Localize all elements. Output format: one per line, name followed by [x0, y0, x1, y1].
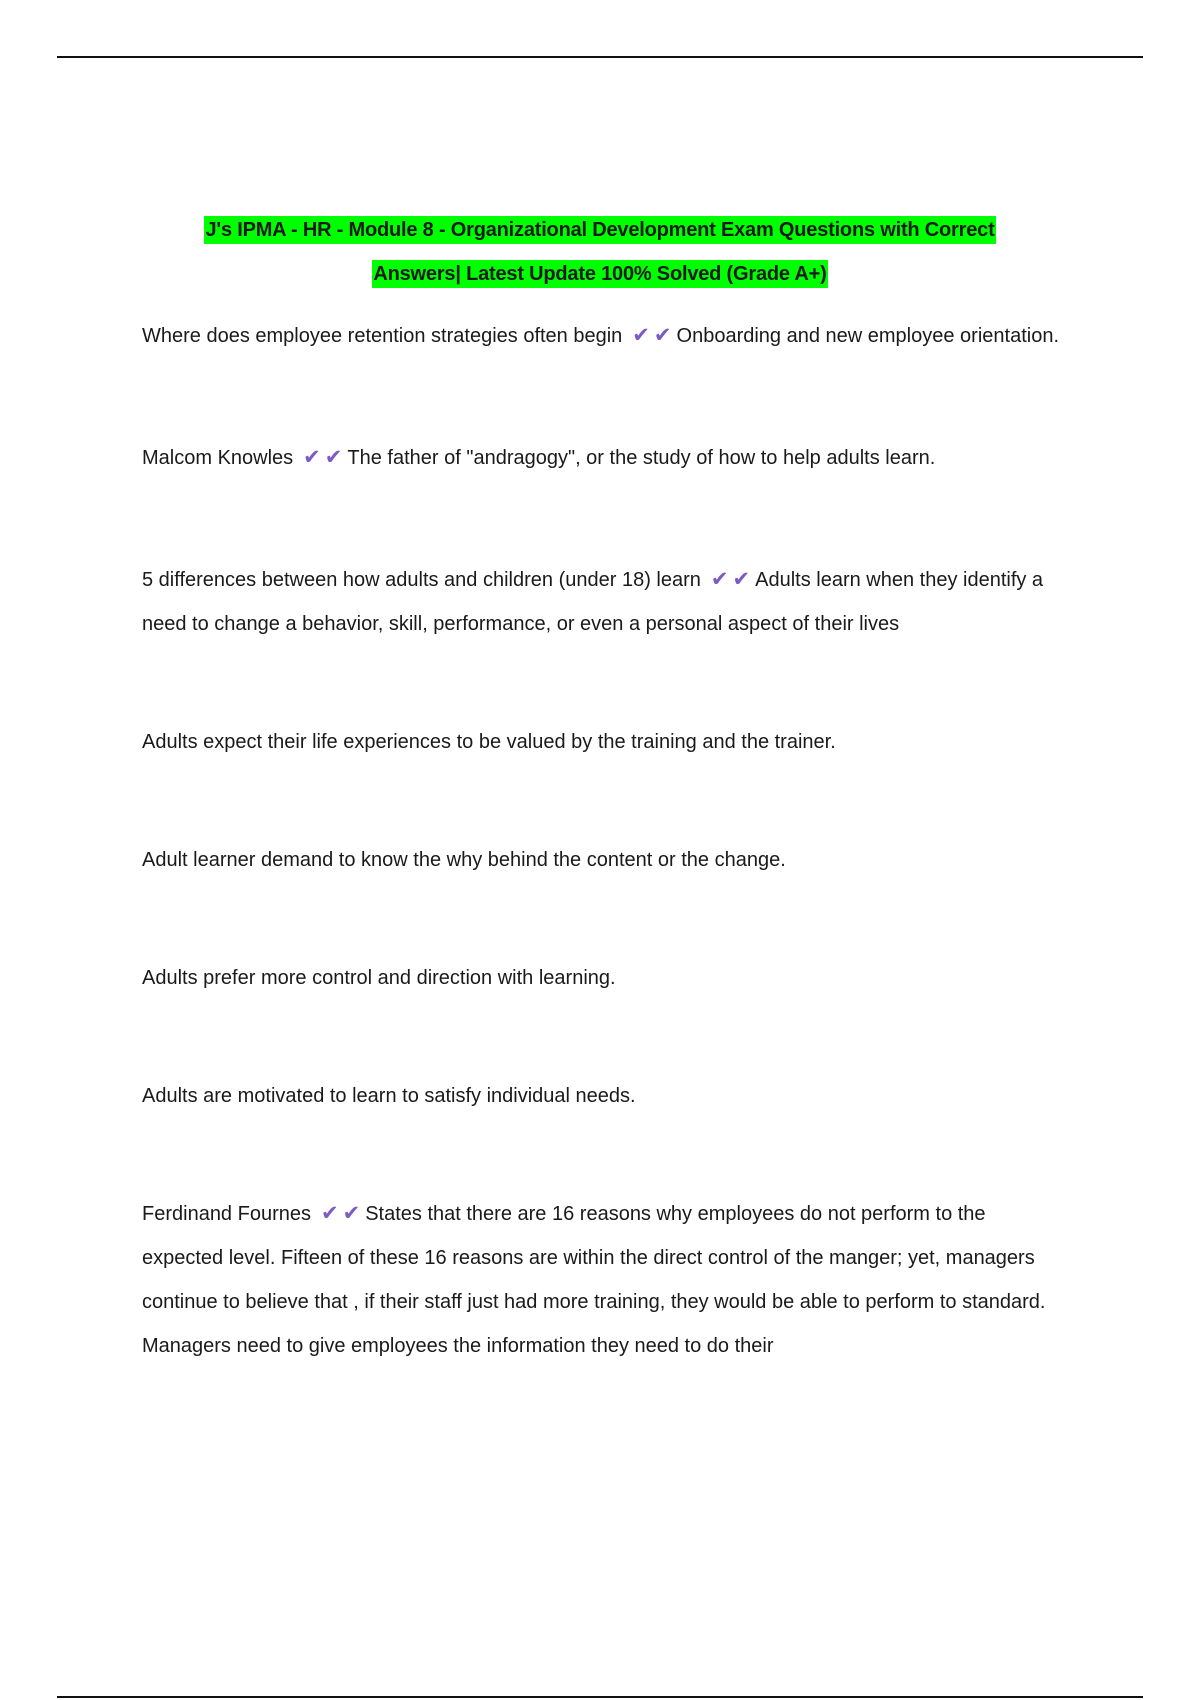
question-text: 5 differences between how adults and children (under 18) learn — [142, 569, 701, 591]
title-line-2: Answers| Latest Update 100% Solved (Grade A+) — [372, 260, 827, 288]
answer-marker — [630, 314, 673, 358]
answer-marker — [709, 558, 752, 602]
check-mark-icon: ✔ — [324, 446, 343, 469]
qa-entry — [142, 558, 1067, 646]
question-text: Ferdinand Fournes — [142, 1203, 311, 1225]
note-paragraph: Adult learner demand to know the why behind the content or the change. — [142, 849, 786, 871]
qa-entry — [142, 314, 1067, 358]
footer-rule — [57, 1696, 1143, 1698]
check-mark-icon: ✔ — [710, 568, 729, 591]
document-body — [142, 314, 1067, 1368]
title-line-1: J's IPMA - HR - Module 8 - Organizational Development Exam Questions with Correct — [204, 216, 995, 244]
check-mark-icon: ✔ — [632, 324, 650, 347]
answer-text: States that there are 16 reasons why employees do not perform to the expected level. Fifteen of these 16 reasons are within the direct control of the manger; yet, managers continue to believe that , if their staff just had more training, they would be able to perform to standard. Managers need to give employees the information they need to do their — [142, 1203, 1046, 1357]
answer-text: Adults learn when they identify a need to change a behavior, skill, performance, or even a personal aspect of their lives — [142, 569, 1044, 635]
check-mark-icon: ✔ — [732, 568, 751, 591]
answer-marker — [319, 1192, 362, 1236]
note-paragraph: Adults prefer more control and direction with learning. — [142, 967, 616, 989]
header-rule — [57, 56, 1143, 58]
answer-text: Onboarding and new employee orientation. — [676, 325, 1059, 347]
answer-text: The father of "andragogy", or the study of how to help adults learn. — [347, 447, 936, 469]
check-mark-icon: ✔ — [320, 1202, 339, 1225]
qa-entry — [142, 436, 1067, 480]
note-paragraph: Adults are motivated to learn to satisfy individual needs. — [142, 1085, 636, 1107]
check-mark-icon: ✔ — [342, 1202, 361, 1225]
answer-marker — [301, 436, 344, 480]
note-paragraph: Adults expect their life experiences to be valued by the training and the trainer. — [142, 731, 836, 753]
check-mark-icon: ✔ — [653, 324, 672, 347]
qa-entry — [142, 1192, 1067, 1368]
document-title — [150, 208, 1050, 296]
check-mark-icon: ✔ — [303, 446, 321, 469]
question-text: Where does employee retention strategies often begin — [142, 325, 623, 347]
question-text: Malcom Knowles — [142, 447, 294, 469]
